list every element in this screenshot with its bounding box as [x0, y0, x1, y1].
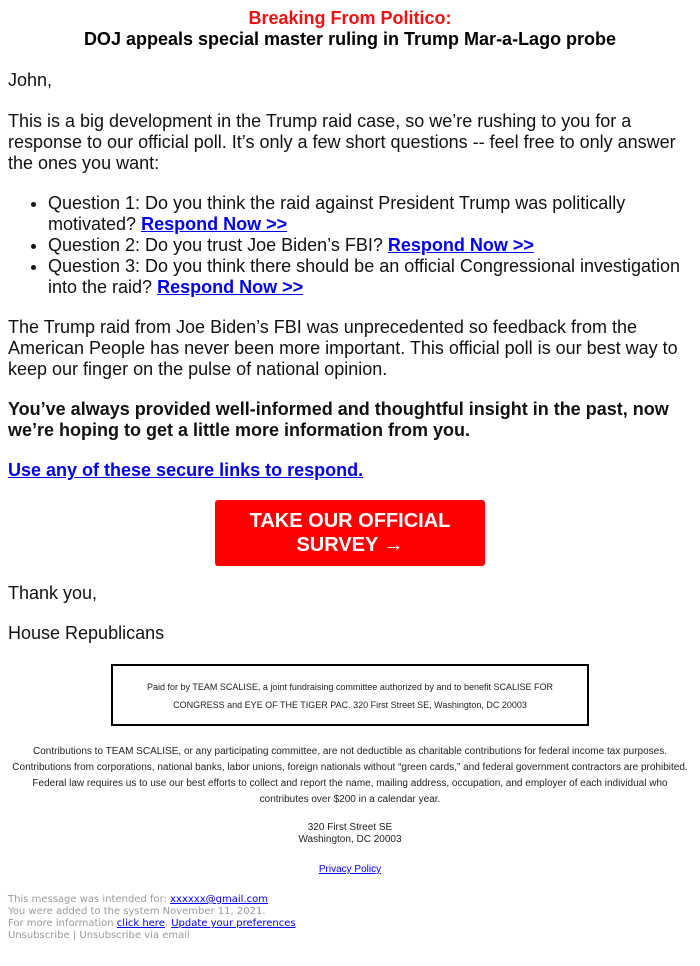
recipient-email-link[interactable]: xxxxxx@gmail.com — [170, 894, 268, 905]
bold-paragraph: You’ve always provided well-informed and thoughtful insight in the past, now we’re hoping to get a little more information from you. — [8, 399, 669, 440]
question-list — [8, 193, 692, 298]
legal-disclaimer: Contributions to TEAM SCALISE, or any participating committee, are not deductible as charitable contributions for federal income tax purposes. Contributions from corporations, national banks, labor unions, foreign nationals without “green cards,” and federal government contractors are prohibited. Federal law requires us to use our best efforts to collect and report the name, mailing address, occupation, and employer of each individual who contributes over $200 in a calendar year. — [12, 746, 688, 805]
breaking-label: Breaking From Politico: — [248, 8, 452, 28]
address-line-1: 320 First Street SE — [307, 822, 393, 833]
question-text: Question 1: Do you think the raid against President Trump was politically motivated? — [48, 193, 626, 234]
more-info-label: For more information — [8, 918, 114, 929]
headline-block — [8, 0, 692, 50]
mailing-address — [8, 822, 692, 846]
headline-title: DOJ appeals special master ruling in Trump Mar-a-Lago probe — [83, 29, 617, 49]
unsubscribe-line: Unsubscribe | Unsubscribe via email — [8, 930, 190, 941]
question-item — [48, 256, 692, 298]
footer-meta — [8, 894, 692, 942]
unsubscribe-email-link[interactable]: Unsubscribe via email — [79, 930, 190, 941]
intended-for-label: This message was intended for: — [8, 894, 167, 905]
secure-links-line — [8, 460, 692, 481]
cta-row — [8, 500, 692, 566]
body-paragraph: The Trump raid from Joe Biden’s FBI was unprecedented so feedback from the American People has never been more important. This official poll is our best way to keep our finger on the pulse of national opinion. — [8, 317, 678, 379]
respond-now-link-1[interactable]: Respond Now >> — [141, 214, 288, 234]
respond-now-link-3[interactable]: Respond Now >> — [157, 277, 304, 297]
address-line-2: Washington, DC 20003 — [298, 834, 402, 845]
question-item — [48, 193, 692, 235]
signature: House Republicans — [8, 623, 165, 643]
intended-for-line — [8, 894, 692, 906]
take-survey-button[interactable]: TAKE OUR OFFICIAL SURVEY → — [215, 500, 485, 566]
update-preferences-link[interactable]: Update your preferences — [171, 918, 296, 929]
question-item — [48, 235, 692, 256]
intro-paragraph: This is a big development in the Trump raid case, so we’re rushing to you for a response to our official poll. It’s only a few short questions -- feel free to only answer the ones you want: — [8, 111, 676, 173]
privacy-policy-link[interactable]: Privacy Policy — [318, 864, 382, 875]
click-here-link[interactable]: click here — [116, 918, 165, 929]
added-date-line: You were added to the system November 11, 2021. — [8, 906, 266, 917]
privacy-row — [8, 864, 692, 875]
question-text: Question 3: Do you think there should be an official Congressional investigation into the raid? — [48, 256, 681, 297]
question-text: Question 2: Do you trust Joe Biden’s FBI? — [48, 235, 383, 255]
more-info-line: For more information click here. Update your preferences — [8, 918, 296, 929]
respond-now-link-2[interactable]: Respond Now >> — [387, 235, 534, 255]
secure-links-link[interactable]: Use any of these secure links to respond. — [8, 460, 364, 480]
paid-for-disclaimer: Paid for by TEAM SCALISE, a joint fundraising committee authorized by and to benefit SCALISE FOR CONGRESS and EYE OF THE TIGER PAC. 320 First Street SE, Washington, DC 20003 — [111, 664, 589, 726]
thanks-line: Thank you, — [8, 583, 98, 603]
greeting: John, — [8, 70, 53, 90]
unsubscribe-link[interactable]: Unsubscribe — [8, 930, 70, 941]
